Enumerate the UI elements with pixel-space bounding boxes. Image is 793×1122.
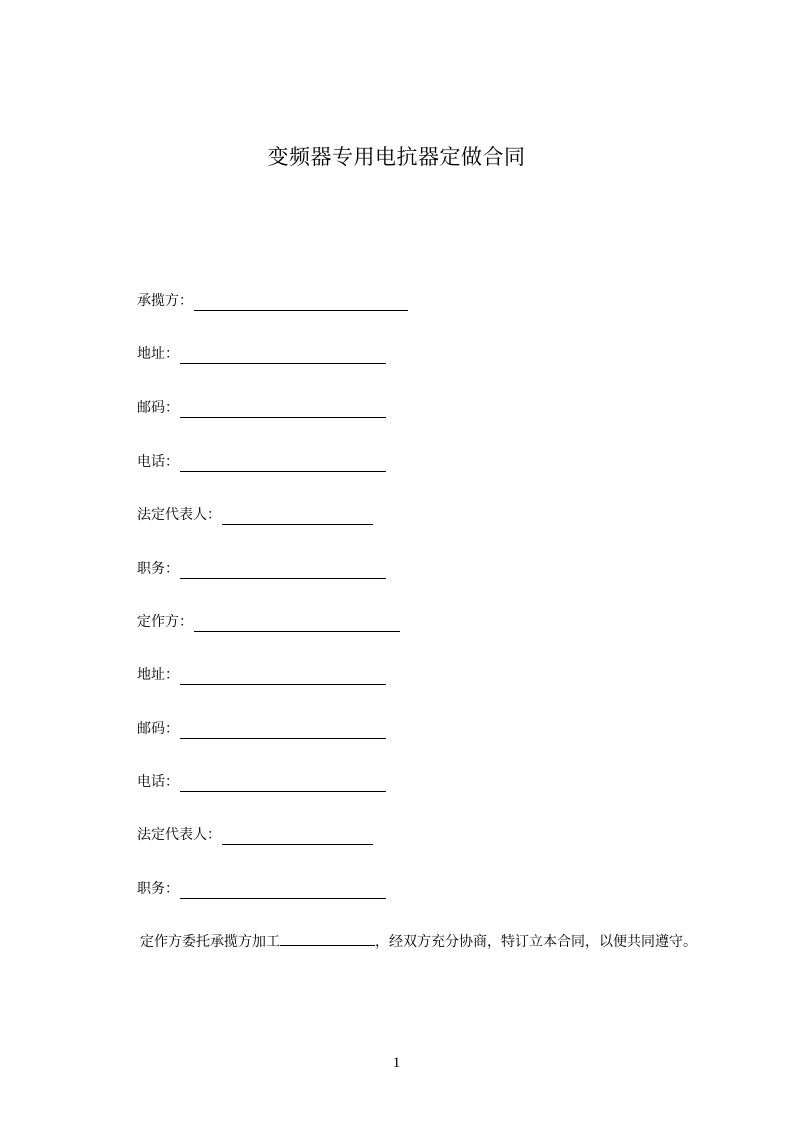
orderer-phone-field — [137, 772, 386, 792]
field-label: 承揽方： — [137, 293, 193, 309]
fill-in-line — [222, 828, 373, 845]
field-label: 定作方： — [137, 614, 193, 630]
fill-in-line — [180, 668, 386, 685]
field-label: 职务： — [137, 881, 179, 897]
orderer-position-field — [137, 879, 386, 899]
contractor-address-field — [137, 344, 386, 364]
fill-in-line — [180, 562, 386, 579]
contractor-phone-field — [137, 452, 386, 472]
paragraph-text-end: ，经双方充分协商，特订立本合同，以便共同遵守。 — [375, 934, 697, 950]
contract-intro-paragraph — [104, 930, 704, 955]
field-label: 法定代表人： — [137, 507, 221, 523]
contractor-postcode-field — [137, 398, 386, 418]
contractor-position-field — [137, 559, 386, 579]
paragraph-text-start: 定作方委托承揽方加工 — [140, 934, 280, 950]
fill-in-line — [180, 401, 386, 418]
orderer-representative-field — [137, 825, 373, 845]
fill-in-line — [222, 508, 373, 525]
orderer-name-field — [137, 612, 400, 632]
page-number: 1 — [392, 1055, 401, 1071]
orderer-postcode-field — [137, 719, 386, 739]
field-label: 电话： — [137, 774, 179, 790]
field-label: 邮码： — [137, 400, 179, 416]
fill-in-line — [180, 882, 386, 899]
fill-in-line — [180, 775, 386, 792]
fill-in-line — [180, 455, 386, 472]
contractor-representative-field — [137, 505, 373, 525]
orderer-address-field — [137, 665, 386, 685]
fill-in-line — [194, 294, 408, 311]
document-title: 变频器专用电抗器定做合同 — [267, 145, 526, 169]
contractor-name-field — [137, 291, 408, 311]
field-label: 电话： — [137, 454, 179, 470]
field-label: 职务： — [137, 561, 179, 577]
field-label: 邮码： — [137, 721, 179, 737]
fill-in-line — [180, 722, 386, 739]
fill-in-line — [180, 347, 386, 364]
fill-in-line — [280, 930, 375, 946]
field-label: 地址： — [137, 346, 179, 362]
field-label: 地址： — [137, 667, 179, 683]
fill-in-line — [194, 615, 400, 632]
field-label: 法定代表人： — [137, 827, 221, 843]
